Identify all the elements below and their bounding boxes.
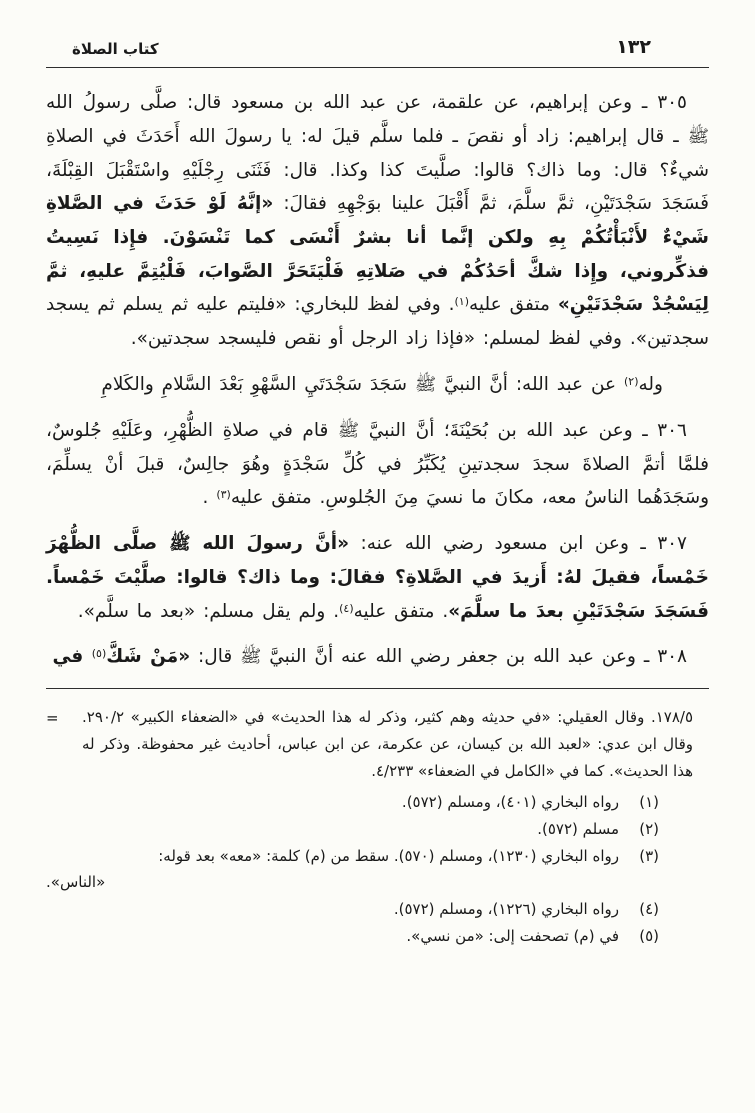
text-segment: صلَّى الظُّهْرَ خَمْساً، فقيلَ لهُ: أَزيدَ في الصَّلاةِ؟ فقالَ: وما ذاك؟ قالوا: صلَّيْتَ خَمْساً. فَسَجَدَ سَجْدَتَيْنِ بعدَ ما سلَّمَ» bbox=[46, 532, 709, 622]
text-segment: ٣٠٥ ـ وعن إبراهيم، عن علقمة، عن عبد الله بن مسعود قال: صلَّى رسولُ الله bbox=[46, 92, 687, 113]
footnote-list bbox=[46, 789, 709, 949]
text-segment: عن عبد الله: أنَّ النبيَّ bbox=[436, 373, 624, 395]
continuation-mark: = bbox=[46, 709, 59, 728]
text-segment: . متفق عليه bbox=[353, 600, 449, 622]
footnote-ref: (٢) bbox=[623, 374, 639, 388]
footnote-ref: (٤) bbox=[339, 601, 354, 615]
footnote-text: في (م) تصحفت إلى: «من نسي». bbox=[406, 926, 619, 945]
text-segment: ـ قال إبراهيم: زاد أو نقصَ ـ فلما سلَّم قيلَ له: يا رسولَ الله أَحَدَثَ في الصلاةِ شيءٌ؟ قال: وما ذاك؟ قالوا: صلَّيتَ كذا وكذا. قال: فَثَنَى رِجْلَيْهِ واسْتَقْبَلَ القِبْلَةَ، فَسَجَدَ سَجْدَتَيْنِ، ثمَّ سلَّمَ، ثمَّ أَقْبَلَ علينا بوَجْهِهِ فقالَ: bbox=[46, 125, 709, 215]
text-segment: في bbox=[52, 646, 92, 668]
saw-symbol: ﷺ bbox=[337, 420, 360, 441]
text-segment: «مَنْ شَكَّ bbox=[106, 646, 191, 668]
text-segment: . ولم يقل مسلم: «بعد ما سلَّم». bbox=[77, 600, 340, 622]
text-segment: «أنَّ رسولَ الله bbox=[190, 532, 350, 554]
text-segment: ٣٠٨ ـ وعن عبد الله بن جعفر رضي الله عنه أنَّ النبيَّ bbox=[261, 646, 687, 668]
page-header bbox=[46, 36, 709, 68]
footnote-number: (٢) bbox=[639, 819, 659, 838]
footnote-number: (٤) bbox=[639, 899, 659, 918]
hadith-305-addendum bbox=[46, 368, 709, 402]
text-segment: متفق عليه bbox=[469, 294, 558, 316]
footnote-text: رواه البخاري (١٢٢٦)، ومسلم (٥٧٢). bbox=[393, 899, 619, 918]
saw-symbol: ﷺ bbox=[169, 533, 191, 554]
footnote-ref: (٣) bbox=[216, 488, 231, 502]
footnote-item bbox=[46, 789, 709, 816]
saw-symbol: ﷺ bbox=[687, 126, 709, 147]
footnote-text: مسلم (٥٧٢). bbox=[537, 819, 619, 838]
footnote-separator bbox=[46, 688, 709, 689]
text-segment: «إنَّهُ لَوْ حَدَثَ في الصَّلاةِ شَيْءٌ لأَنْبَأْتُكُمْ بِهِ ولكن إنَّما أنا بشرٌ أَنْسَى كما تَنْسَوْنَ. فإِذا نَسِيتُ فذكِّروني، وإِذا شكَّ أحَدُكُمْ في صَلاتِهِ فَلْيَتَحَرَّ الصَّوابَ، فَلْيُتِمَّ عليهِ، ثمَّ لِيَسْجُدْ سَجْدَتَيْنِ» bbox=[46, 193, 710, 316]
text-segment: وله bbox=[638, 373, 663, 395]
hadith-307 bbox=[46, 527, 709, 628]
text-segment: . وفي لفظ للبخاري: «فليتم عليه ثم يسلم ثم يسجد سجدتين». وفي لفظ لمسلم: «فإذا زاد الرجل أو نقص فليسجد سجدتين». bbox=[46, 294, 709, 349]
text-segment: ٣٠٦ ـ وعن عبد الله بن بُحَيْنَةَ؛ أنَّ النبيَّ bbox=[359, 419, 687, 441]
footnote-number: (٣) bbox=[639, 846, 659, 865]
text-segment: قال: bbox=[190, 646, 241, 668]
footnote-text: رواه البخاري (٤٠١)، ومسلم (٥٧٢). bbox=[401, 793, 619, 812]
footnote-item bbox=[46, 896, 709, 923]
text-segment: . bbox=[202, 487, 217, 509]
hadith-305 bbox=[46, 86, 709, 356]
saw-symbol: ﷺ bbox=[240, 647, 262, 668]
footnotes-section bbox=[46, 704, 709, 949]
footnote-ref: (١) bbox=[454, 295, 469, 309]
footnote-number: (١) bbox=[639, 793, 659, 812]
footnote-item bbox=[46, 816, 709, 843]
footnote-item bbox=[46, 843, 709, 896]
saw-symbol: ﷺ bbox=[414, 374, 437, 395]
hadith-306 bbox=[46, 414, 709, 515]
text-segment: ٣٠٧ ـ وعن ابن مسعود رضي الله عنه: bbox=[349, 532, 687, 554]
footnote-item bbox=[46, 923, 709, 950]
footnote-ref: (٥) bbox=[91, 647, 107, 661]
page-number: ١٣٢ bbox=[616, 36, 651, 58]
chapter-title: كتاب الصلاة bbox=[72, 40, 159, 58]
footnote-text: رواه البخاري (١٢٣٠)، ومسلم (٥٧٠). سقط من (م) كلمة: «معه» بعد قوله: bbox=[158, 846, 619, 865]
text-segment: سَجَدَ سَجْدَتَيِ السَّهْوِ بَعْدَ السَّلامِ والكَلامِ bbox=[101, 373, 415, 395]
footnote-text-continuation: «الناس». bbox=[46, 873, 106, 892]
text-segment: قام في صلاةِ الظُّهْرِ، وعَلَيْهِ جُلوسٌ، فلمَّا أتمَّ الصلاةَ سجدَ سجدتينِ يُكَبِّرُ في كُلِّ سَجْدَةٍ وهُوَ جالِسٌ، قبلَ أنْ يسلِّمَ، وسَجَدَهُما الناسُ معه، مكانَ ما نسيَ مِنَ الجُلوسِ. متفق عليه bbox=[46, 419, 709, 509]
footnote-continuation bbox=[46, 704, 709, 784]
body-text bbox=[46, 86, 709, 674]
footnote-continuation-text: ١٧٨/٥. وقال العقيلي: «في حديثه وهم كثير، وذكر له هذا الحديث» في «الضعفاء الكبير» ٢٩٠/٢. وقال ابن عدي: «لعبد الله بن كيسان، عن عكرمة، عن ابن عباس، أحاديث غير محفوظة. وذكر له هذا الحديث». كما في «الكامل في الضعفاء» ٤/٢٣٣. bbox=[82, 708, 693, 780]
footnote-number: (٥) bbox=[639, 926, 659, 945]
hadith-308 bbox=[46, 640, 709, 674]
